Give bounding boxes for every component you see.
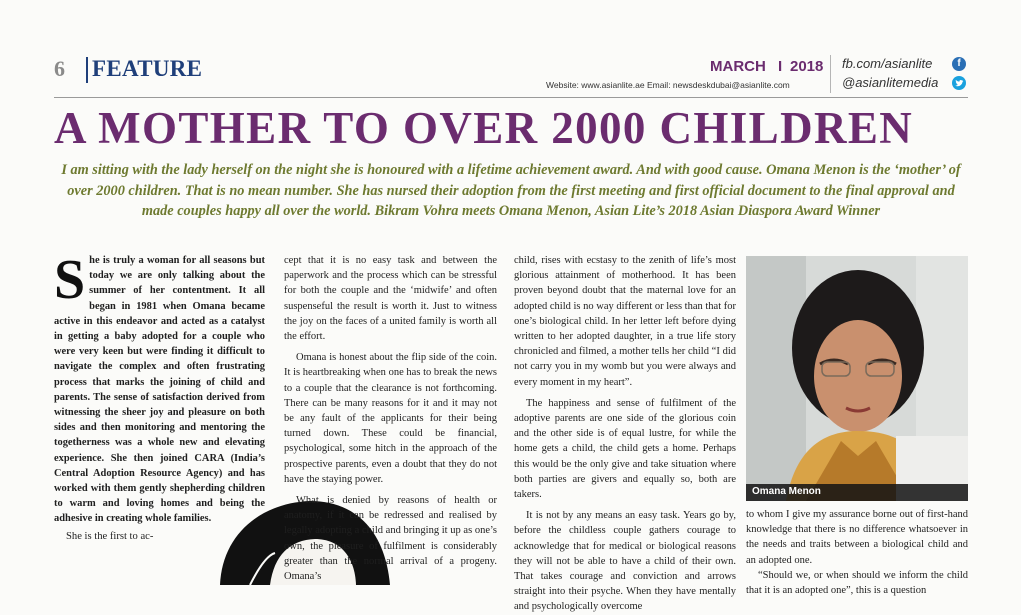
article-standfirst: I am sitting with the lady herself on the night she is honoured with a lifetime achievement award. And with good cause. Omana Menon is the ‘mother’ of over 2000 children. That is no mean number. She has nursed their adoption from the first meeting and first official document to the final approval and made couples happy all over the world. Bikram Vohra meets Omana Menon, Asian Lite’s 2018 Asian Diaspora Award Winner (61, 162, 961, 219)
body-paragraph: Omana is honest about the flip side of the coin. It is heartbreaking when one has to break the news to a couple that the clearance is not forthcoming. There can be many reasons for it and it may not be any fault of the applicants for their being turned down. These could be financial, psychological, some hitch in the approach of the prospective parents, even a doubt that they do not have the staying power. (284, 352, 497, 485)
portrait-photo (746, 256, 968, 501)
masthead-divider (830, 55, 831, 93)
facebook-icon: f (952, 57, 966, 71)
website-email-line: Website: www.asianlite.ae Email: newsdeskdubai@asianlite.com (546, 80, 790, 90)
facebook-handle: fb.com/asianlite (842, 56, 933, 71)
body-paragraph: “Should we, or when should we inform the child that it is an adopted one”, this is a question (746, 569, 968, 597)
body-paragraph: What is denied by reasons of health or anatomy, if it can be redressed and realised by legally adopting a child and bringing it up as one’s own, the pleasure of fulfilment is considerably greater than the normal arrival of a progeny. Omana’s (284, 495, 497, 583)
section-label: FEATURE (92, 56, 203, 81)
article-column-4 (746, 507, 968, 598)
page-number: 6 (54, 56, 65, 81)
article-column-3 (514, 253, 736, 615)
twitter-icon (952, 76, 966, 90)
body-paragraph: It is not by any means an easy task. Years go by, before the childless couple gathers courage to acknowledge that for medical or biological reasons they will not be able to have a child of their own. That takes courage and conviction and arrows straight into their psyche. When they have mentally and psychologically overcome (514, 510, 736, 613)
section-separator (86, 57, 88, 83)
drop-cap: S (54, 249, 86, 311)
article-headline: A MOTHER TO OVER 2000 CHILDREN (54, 103, 914, 153)
issue-divider: I (778, 58, 783, 75)
photo-caption: Omana Menon (752, 486, 821, 497)
twitter-handle: @asianlitemedia (842, 75, 939, 90)
body-paragraph: child, rises with ecstasy to the zenith of life’s most glorious attainment of motherhood. It has been proven beyond doubt that the maternal love for an adopted child is no way different or less than that for one’s biological child. In her letter left before dying written to her adopted daughter, in a true life story chronicled and filmed, a mother tells her child “I did not carry you in my womb but you were always and every moment in my heart”. (514, 255, 736, 388)
body-paragraph: to whom I give my assurance borne out of first-hand knowledge that there is no difference whatsoever in the needs and traits between a biological child and an adopted one. (746, 509, 968, 566)
body-paragraph: She is the first to ac- (66, 530, 154, 542)
body-paragraph: The happiness and sense of fulfilment of the adoptive parents are one side of the glorious coin and the other side is of equal lustre, for while the home gets a child, the child gets a home. Perhaps this would be the only give and take situation where both parties are givers and equally so, both are takers. (514, 397, 736, 501)
body-paragraph: cept that it is no easy task and between the paperwork and the process which can be stressful for both the couple and the ‘midwife’ and often suspenseful the result is worth it. Just to witness the joy on the faces of a united family is worth all the effort. (284, 255, 497, 343)
issue-year: 2018 (790, 58, 824, 75)
article-column-2 (284, 253, 497, 584)
issue-month: MARCH (710, 58, 766, 75)
body-paragraph: he is truly a woman for all seasons but today we are only talking about the summer of her contentment. It all began in 1981 when Omana became active in this endeavor and acted as a catalyst in getting a baby adopted for a couple who were very keen but were finding it difficult to navigate the complex and often frustrating process that marks the joining of child and parents. The sense of satisfaction derived from witnessing the sheer joy and pleasure on both sides and then monitoring and mentoring the togetherness was a whole new and elevating experience. She then joined CARA (India’s Central Adoption Resource Agency) and has worked with them gently shepherding children to warm and loving homes and being the adhesive in creating whole families. (54, 255, 265, 525)
header-rule (54, 97, 968, 98)
